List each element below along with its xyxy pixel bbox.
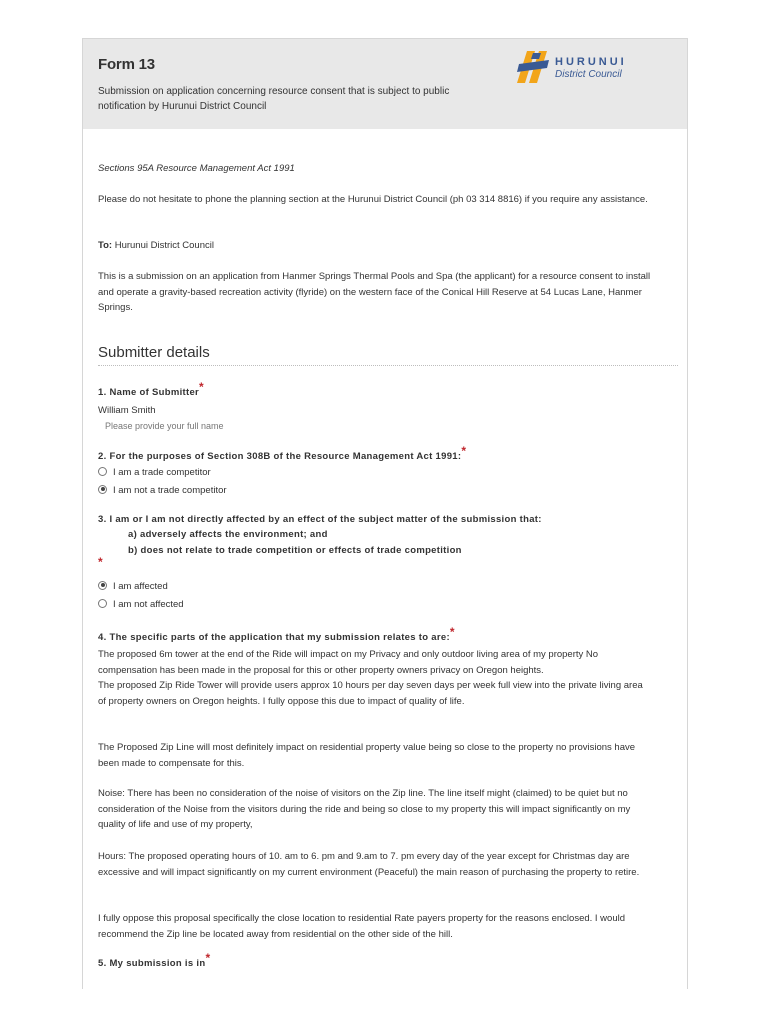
council-logo <box>513 49 643 85</box>
radio-checked-icon[interactable] <box>98 485 107 494</box>
submitter-name-value[interactable]: William Smith <box>98 405 156 416</box>
submission-description: This is a submission on an application from Hanmer Springs Thermal Pools and Spa (the applicant) for a resource consent to install and operate a gravity-based recreation activity (flyride) on the western face of the Conical Hill Reserve at 54 Lucas Lane, Hanmer Springs. <box>98 271 651 313</box>
logo-subtext: District Council <box>555 69 622 80</box>
form-title: Form 13 <box>98 56 155 73</box>
q1-label: 1. Name of Submitter* <box>98 380 205 398</box>
q3-option-not-affected[interactable]: I am not affected <box>98 598 184 612</box>
recipient-value: Hurunui District Council <box>114 240 214 251</box>
act-reference: Sections 95A Resource Management Act 1991 <box>98 163 295 174</box>
required-mark: * <box>449 625 455 639</box>
form-header <box>83 39 687 129</box>
council-logo-mark-icon <box>513 49 553 85</box>
required-mark: * <box>199 380 205 394</box>
recipient-label: To: <box>98 240 113 251</box>
q4-paragraph: Hours: The proposed operating hours of 10. am to 6. pm and 9.am to 7. pm every day of the year except for Christmas day are excessive and will impact significantly on my current environment (Peaceful) the main reason of purchasing the property to retire. <box>98 851 640 878</box>
q3-sub-b: b) does not relate to trade competition or effects of trade competition <box>128 545 462 556</box>
q2-option-trade-competitor[interactable]: I am a trade competitor <box>98 466 211 480</box>
form-card <box>82 38 688 989</box>
q5-label: 5. My submission is in* <box>98 951 211 969</box>
required-mark: * <box>205 951 211 965</box>
submitter-name-hint: Please provide your full name <box>105 421 224 431</box>
q4-label: 4. The specific parts of the application that my submission relates to are:* <box>98 625 455 643</box>
required-mark: * <box>98 555 103 569</box>
radio-icon[interactable] <box>98 467 107 476</box>
section-divider <box>98 365 678 366</box>
radio-checked-icon[interactable] <box>98 581 107 590</box>
q4-paragraph: The proposed 6m tower at the end of the Ride will impact on my Privacy and only outdoor living area of my property No compensation has been made in the proposal for this or other property owners privacy on Oregon heights. The proposed Zip Ride Tower will provide users approx 10 hours per day seven days per week full view into the private living area of property owners on Oregon heights. I fully oppose this due to impact of quality of life. <box>98 649 643 707</box>
logo-wordmark: HURUNUI <box>555 56 627 68</box>
q3-label: 3. I am or I am not directly affected by an effect of the subject matter of the submission that: <box>98 514 542 525</box>
q3-option-affected[interactable]: I am affected <box>98 580 168 594</box>
q3-required <box>98 555 103 573</box>
form-subtitle: Submission on application concerning resource consent that is subject to public notification by Hurunui District Council <box>98 86 450 112</box>
assistance-note: Please do not hesitate to phone the planning section at the Hurunui District Council (ph 03 314 8816) if you require any assistance. <box>98 194 648 205</box>
q4-paragraph: I fully oppose this proposal specifically the close location to residential Rate payers property for the reasons enclosed. I would recommend the Zip line be located away from residential on the other side of the hill. <box>98 913 626 940</box>
q2-label: 2. For the purposes of Section 308B of the Resource Management Act 1991:* <box>98 444 467 462</box>
section-title: Submitter details <box>98 344 210 361</box>
q4-paragraph: The Proposed Zip Line will most definitely impact on residential property value being so close to the property no provisions have been made to compensate for this. <box>98 742 636 769</box>
q3-sub-a: a) adversely affects the environment; and <box>128 529 328 540</box>
q4-paragraph: Noise: There has been no consideration of the noise of visitors on the Zip line. The line itself might (claimed) to be quiet but no consideration of the Noise from the visitors during the ride and being so close to my property this will impact significantly on my quality of life and use of my property, <box>98 788 631 830</box>
q2-option-not-trade-competitor[interactable]: I am not a trade competitor <box>98 484 227 498</box>
radio-icon[interactable] <box>98 599 107 608</box>
required-mark: * <box>461 444 467 458</box>
recipient-line <box>98 238 668 254</box>
